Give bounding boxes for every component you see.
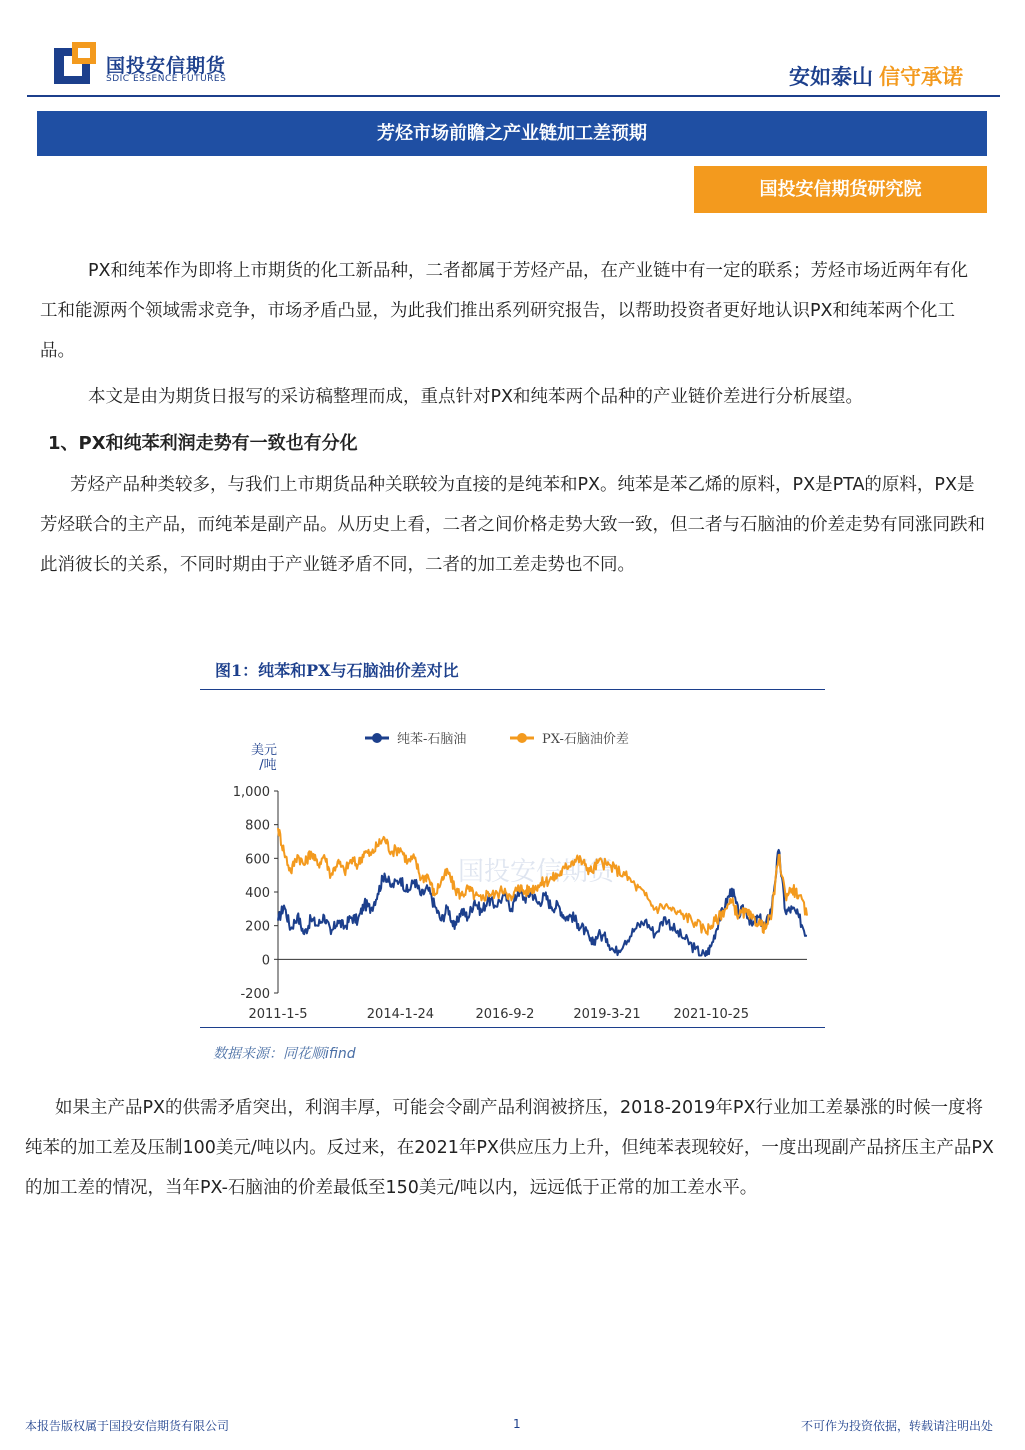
footer-copyright: 本报告版权属于国投安信期货有限公司 bbox=[25, 1419, 230, 1433]
y-axis-unit-label: 美元 bbox=[250, 743, 278, 758]
section-heading: 1、PX和纯苯利润走势有一致也有分化 bbox=[48, 433, 358, 454]
y-tick-label: 1,000 bbox=[232, 785, 270, 800]
header-divider bbox=[27, 95, 1000, 97]
legend-label-1: 纯苯-石脑油 bbox=[397, 732, 467, 747]
y-tick-label: 600 bbox=[245, 852, 270, 868]
y-tick-label: -200 bbox=[240, 987, 270, 1002]
x-tick-label: 2016-9-2 bbox=[475, 1007, 535, 1022]
legend-marker-1 bbox=[372, 733, 382, 743]
y-tick-label: 800 bbox=[245, 818, 270, 834]
intro-paragraph: PX和纯苯作为即将上市期货的化工新品种，二者都属于芳烃产品，在产业链中有一定的联系；芳烃市场近两年有化工和能源两个领域需求竞争，市场矛盾凸显，为此我们推出系列研究报告，以帮助投资者更好地认识PX和纯苯两个化工品。 bbox=[40, 261, 969, 361]
figure-top-rule bbox=[200, 689, 825, 690]
report-title: 芳烃市场前瞻之产业链加工差预期 bbox=[37, 111, 987, 156]
company-logo-icon bbox=[54, 42, 96, 84]
slogan bbox=[789, 61, 963, 91]
y-axis-unit-label-2: /吨 bbox=[259, 758, 277, 773]
x-tick-label: 2011-1-5 bbox=[248, 1007, 308, 1022]
spread-line-chart bbox=[200, 700, 825, 1025]
logo-text-cn: 国投安信期货 bbox=[106, 55, 227, 77]
y-tick-label: 200 bbox=[245, 919, 270, 935]
analysis-paragraph: 如果主产品PX的供需矛盾突出，利润丰厚，可能会令副产品利润被挤压，2018-2019年PX行业加工差暴涨的时候一度将纯苯的加工差及压制100美元/吨以内。反过来，在2021年PX供应压力上升，但纯苯表现较好，一度出现副产品挤压主产品PX的加工差的情况，当年PX-石脑油的价差最低至150美元/吨以内，远远低于正常的加工差水平。 bbox=[25, 1098, 994, 1198]
institute-badge: 国投安信期货研究院 bbox=[694, 166, 987, 213]
x-tick-label: 2021-10-25 bbox=[673, 1007, 750, 1022]
slogan-part-2: 信守承诺 bbox=[879, 65, 963, 89]
footer-disclaimer: 不可作为投资依据，转载请注明出处 bbox=[800, 1419, 993, 1433]
legend-label-2: PX-石脑油价差 bbox=[542, 732, 629, 747]
figure-title: 图1：纯苯和PX与石脑油价差对比 bbox=[215, 661, 459, 680]
x-tick-label: 2014-1-24 bbox=[366, 1007, 435, 1022]
figure-bottom-rule bbox=[200, 1027, 825, 1028]
scope-paragraph: 本文是由为期货日报写的采访稿整理而成，重点针对PX和纯苯两个品种的产业链价差进行分析展望。 bbox=[88, 387, 864, 407]
slogan-part-1: 安如泰山 bbox=[789, 65, 873, 89]
chart-watermark: 国投安信期货 bbox=[458, 857, 615, 887]
y-tick-label: 400 bbox=[245, 886, 270, 901]
x-tick-label: 2019-3-21 bbox=[573, 1007, 641, 1022]
legend-marker-2 bbox=[517, 733, 527, 743]
section-paragraph: 芳烃产品种类较多，与我们上市期货品种关联较为直接的是纯苯和PX。纯苯是苯乙烯的原料，PX是PTA的原料，PX是芳烃联合的主产品，而纯苯是副产品。从历史上看，二者之间价格走势大致一致，但二者与石脑油的价差走势有同涨同跌和此消彼长的关系，不同时期由于产业链矛盾不同，二者的加工差走势也不同。 bbox=[40, 475, 985, 575]
logo-text-en: SDIC ESSENCE FUTURES bbox=[106, 74, 227, 84]
figure-source: 数据来源：同花顺ifind bbox=[213, 1046, 356, 1062]
y-tick-label: 0 bbox=[261, 953, 270, 969]
page-number: 1 bbox=[513, 1417, 521, 1431]
